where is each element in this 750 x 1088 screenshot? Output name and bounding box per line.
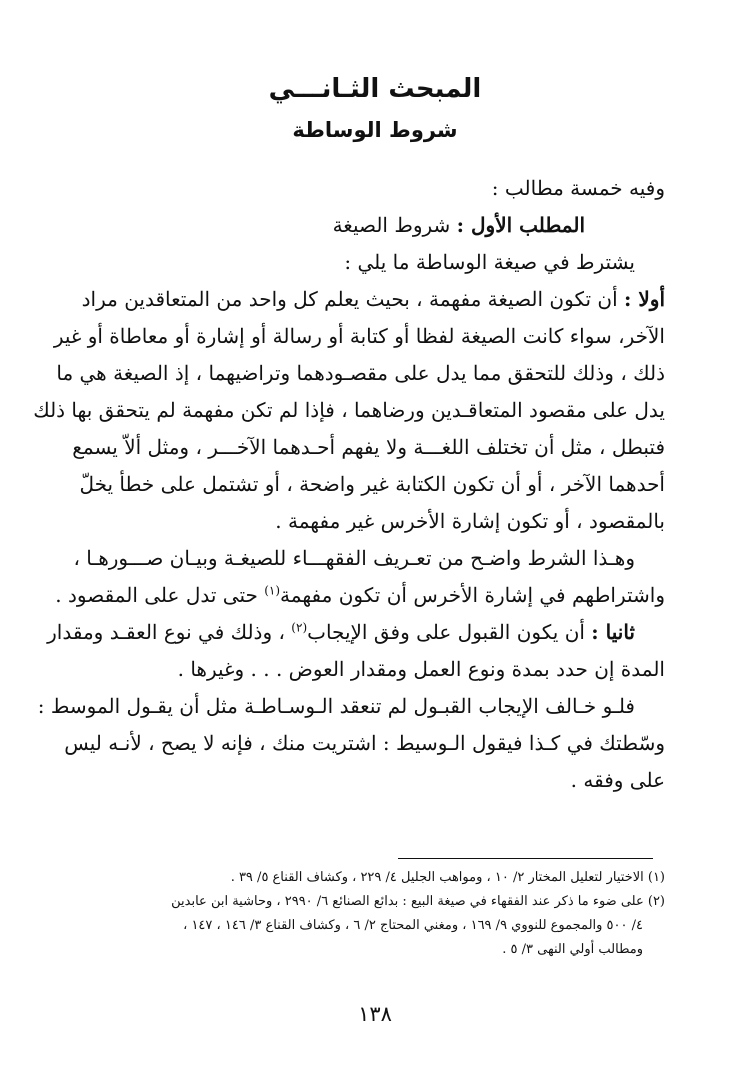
first-condition-label: أولا : (624, 287, 665, 311)
footnote-2-continuation: ٤/ ٥٠٠ والمجموع للنووي ٩/ ١٦٩ ، ومغني المحتاج ٢/ ٦ ، وكشاف القناع ٣/ ١٤٦ ، ١٤٧ ، (183, 918, 643, 933)
intro-line: وفيه خمسة مطالب : (491, 176, 665, 200)
page-number: ١٣٨ (358, 1002, 392, 1026)
footnote-1: (١) الاختيار لتعليل المختار ٢/ ١٠ ، ومواهب الجليل ٤/ ٢٢٩ ، وكشاف القناع ٥/ ٣٩ . (230, 870, 665, 885)
paragraph-line: وسّطتك في كـذا فيقول الـوسيط : اشتريت منك ، فإنه لا يصح ، لأنـه ليس (64, 731, 665, 755)
first-condition-line (82, 281, 665, 318)
footnote-2-continuation: ومطالب أولي النهى ٣/ ٥ . (502, 942, 643, 957)
paragraph-line: المدة إن حدد بمدة ونوع العمل ومقدار العوض . . . وغيرها . (177, 657, 665, 681)
lead-line: يشترط في صيغة الوساطة ما يلي : (344, 250, 635, 274)
subsection-title: شروط الصيغة (332, 213, 451, 237)
chapter-title: المبحث الثـانـــي (268, 74, 482, 104)
second-condition-text: أن يكون القبول على وفق الإيجاب (307, 620, 585, 644)
paragraph-line: أحدهما الآخر ، أو أن تكون الكتابة غير واضحة ، أو تشتمل على خطأ يخلّ (79, 472, 665, 496)
paragraph-line: يدل على مقصود المتعاقـدين ورضاهما ، فإذا لم تكن مفهمة لم يتحقق بها ذلك (33, 398, 665, 422)
paragraph-line: على وفقه . (570, 768, 665, 792)
footnote-divider (398, 858, 653, 859)
paragraph-line: ذلك ، وذلك للتحقق مما يدل على مقصـودهما وتراضيهما ، إذ الصيغة هي ما (56, 361, 665, 385)
footnote-ref-2[interactable]: (٢) (291, 620, 308, 635)
explain-text: واشتراطهم في إشارة الأخرس أن تكون مفهمة (280, 583, 665, 607)
footnotes (82, 866, 665, 962)
subsection-heading (82, 207, 665, 244)
second-condition-label: ثانيا : (591, 620, 635, 644)
footnote-ref-1[interactable]: (١) (264, 583, 281, 598)
second-condition-text-end: ، وذلك في نوع العقـد ومقدار (47, 620, 285, 644)
explain-text-end: حتى تدل على المقصود . (55, 583, 258, 607)
section-title: شروط الوساطة (292, 118, 458, 142)
footnote-2: (٢) على ضوء ما ذكر عند الفقهاء في صيغة البيع : بدائع الصنائع ٦/ ٢٩٩٠ ، وحاشية ابن عابدين (171, 894, 665, 909)
first-condition-text: أن تكون الصيغة مفهمة ، بحيث يعلم كل واحد من المتعاقدين مراد (81, 287, 618, 311)
paragraph-line: الآخر، سواء كانت الصيغة لفظا أو كتابة أو رسالة أو إشارة أو معاطاة أو غير (53, 324, 665, 348)
paragraph-line: فلـو خـالف الإيجاب القبـول لم تنعقد الـوسـاطـة مثل أن يقـول الموسط : (37, 694, 635, 718)
paragraph-line: فتبطل ، مثل أن تختلف اللغـــة ولا يفهم أحـدهما الآخـــر ، ومثل ألاّ يسمع (72, 435, 665, 459)
body-text (33, 170, 665, 799)
paragraph-line (55, 577, 665, 614)
paragraph-line: بالمقصود ، أو تكون إشارة الأخرس غير مفهمة . (275, 509, 665, 533)
subsection-label: المطلب الأول : (456, 213, 585, 237)
paragraph-line: وهـذا الشرط واضـح من تعـريف الفقهـــاء للصيغـة وبيـان صـــورهـا ، (73, 546, 635, 570)
second-condition-line (47, 614, 665, 651)
